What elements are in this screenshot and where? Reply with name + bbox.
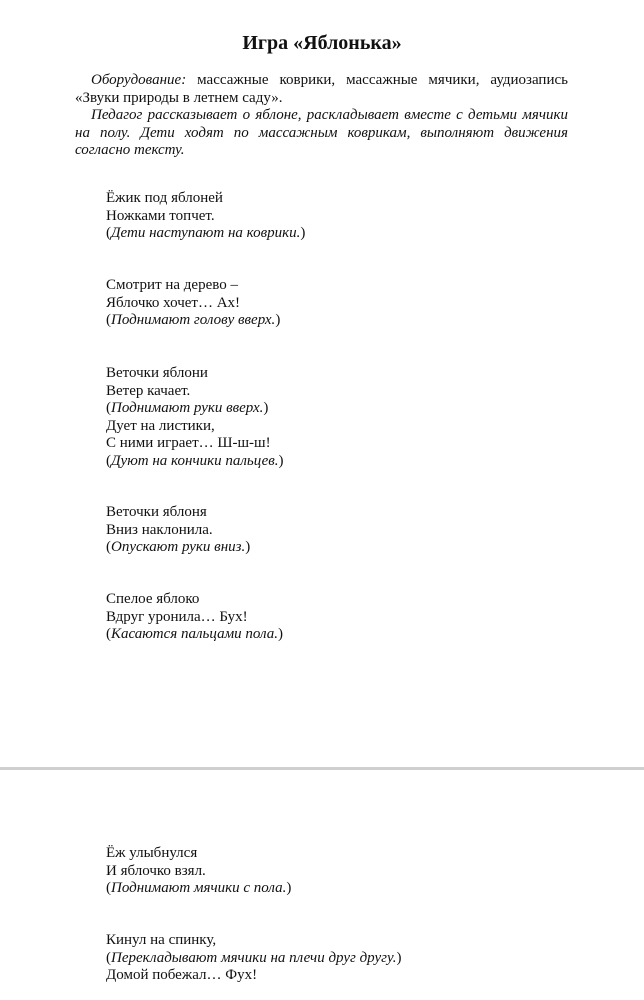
action-line: (Дуют на кончики пальцев.): [106, 452, 284, 469]
verse-line: Яблочко хочет… Ах!: [106, 294, 241, 311]
verse-line: Спелое яблоко: [106, 591, 200, 607]
stanza-7: [106, 932, 401, 985]
action-text: Поднимают голову вверх.: [111, 312, 276, 328]
action-line: (Поднимают голову вверх.): [106, 312, 281, 328]
verse-line: Кинул на спинку,: [106, 932, 217, 948]
verse-line: Смотрит на дерево –: [106, 277, 238, 293]
action-line: (Перекладывают мячики на плечи друг другу.): [106, 949, 402, 966]
equipment-text: массажные коврики, массажные мячики, аудиозапись «Звуки природы в летнем саду».: [75, 72, 568, 106]
instructions-text: Педагог рассказывает о яблоне, раскладывает вместе с детьми мячики на полу. Дети ходят по массажным коврикам, выполняют движения согласно тексту.: [75, 107, 568, 158]
intro-block: [75, 72, 568, 160]
stanza-6: [106, 845, 291, 898]
verse-line: Ёжик под яблоней: [106, 190, 223, 206]
equipment-label: Оборудование:: [91, 72, 187, 88]
equipment-paragraph: [75, 72, 568, 107]
stanza-3: [106, 365, 284, 470]
verse-line: С ними играет… Ш-ш-ш!: [106, 435, 271, 451]
stanza-1: [106, 190, 305, 243]
verse-line: Дует на листики,: [106, 417, 215, 434]
instructions-paragraph: [75, 107, 568, 160]
verse-line: Ножками топчет.: [106, 207, 215, 224]
page-2: [0, 770, 644, 1000]
stanza-4: [106, 504, 250, 557]
action-line: (Поднимают мячики с пола.): [106, 880, 292, 896]
action-line: (Дети наступают на коврики.): [106, 225, 306, 241]
action-line: (Касаются пальцами пола.): [106, 626, 283, 642]
verse-line: Вдруг уронила… Бух!: [106, 608, 248, 625]
verse-line: И яблочко взял.: [106, 862, 206, 879]
verse-line: Ёж улыбнулся: [106, 845, 198, 861]
verse-line: Веточки яблоня: [106, 504, 207, 520]
action-text: Дуют на кончики пальцев.: [111, 452, 279, 469]
document-title: Игра «Яблонька»: [242, 32, 402, 54]
verse-line: Вниз наклонила.: [106, 521, 213, 538]
action-text: Дети наступают на коврики.: [111, 225, 301, 241]
stanza-2: [106, 277, 280, 330]
verse-line: Ветер качает.: [106, 382, 191, 399]
action-line: (Поднимают руки вверх.): [106, 400, 269, 416]
action-text: Поднимают руки вверх.: [111, 400, 264, 416]
action-line: (Опускают руки вниз.): [106, 539, 251, 555]
action-text: Касаются пальцами пола.: [111, 626, 278, 642]
action-text: Опускают руки вниз.: [111, 539, 246, 555]
verse-line: Домой побежал… Фух!: [106, 967, 258, 983]
action-text: Перекладывают мячики на плечи друг другу.: [111, 949, 397, 966]
action-text: Поднимают мячики с пола.: [111, 880, 287, 896]
verse-line: Веточки яблони: [106, 365, 208, 381]
stanza-5: [106, 591, 283, 644]
